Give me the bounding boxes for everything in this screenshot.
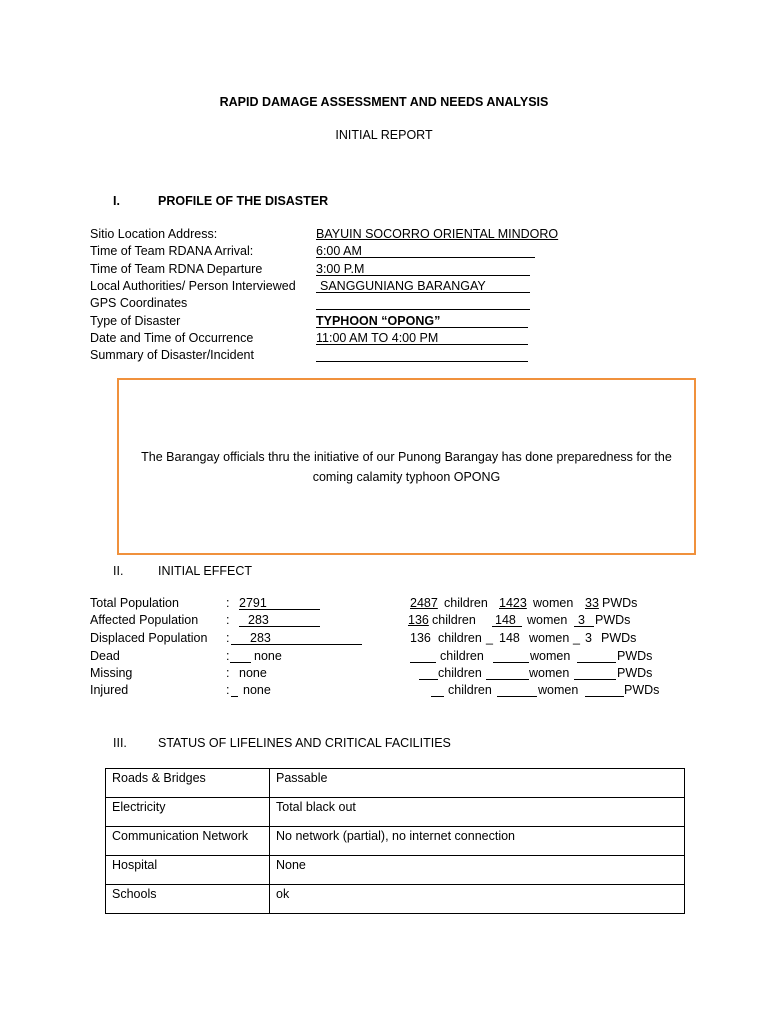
lifelines-table [105,768,685,914]
section1-number: I. [113,194,120,208]
effect-children-word: children [444,596,488,610]
effect-colon: : [226,613,230,627]
facility-cell: Schools [106,885,270,914]
summary-box [117,378,696,555]
effect-women-blank [497,682,537,697]
field-label-gps: GPS Coordinates [90,296,188,310]
field-label-occurrence: Date and Time of Occurrence [90,331,254,345]
field-value-arrival: 6:00 AM [316,244,362,258]
table-row [106,798,685,827]
field-value-authorities: SANGGUNIANG BARANGAY [320,279,486,293]
effect-pwds-count: 3 [578,613,585,627]
effect-children-word: children [448,683,492,697]
effect-women-word: women [530,649,571,663]
effect-gap: _ [573,631,580,645]
section3-number: III. [113,736,127,750]
effect-women-blank [486,665,529,680]
field-value-disaster-type: TYPHOON “OPONG” [316,314,441,328]
effect-women-word: women [529,631,570,645]
effect-value-underline [231,682,238,697]
effect-children-word: children [438,631,482,645]
status-cell: Total black out [270,798,685,827]
effect-pwds-count: 33 [585,596,599,610]
effect-pwds-word: PWDs [602,596,638,610]
section1-heading: PROFILE OF THE DISASTER [158,194,329,208]
effect-gap: _ [486,631,493,645]
effect-value-underline [230,648,251,663]
field-label-summary: Summary of Disaster/Incident [90,348,254,362]
effect-children-blank [431,682,444,697]
effect-label: Affected Population [90,613,199,627]
effect-value: 2791 [239,596,267,610]
field-underline-gps [316,295,530,310]
effect-value: 283 [250,631,271,645]
status-cell: Passable [270,769,685,798]
effect-pwds-count: 3 [585,631,592,645]
effect-colon: : [226,683,230,697]
effect-children-blank [410,648,436,663]
effect-women-count: 148 [499,631,520,645]
effect-label: Injured [90,683,129,697]
field-label-authorities: Local Authorities/ Person Interviewed [90,279,296,293]
facility-cell: Communication Network [106,827,270,856]
effect-women-word: women [529,666,570,680]
effect-colon: : [226,666,230,680]
field-label-disaster-type: Type of Disaster [90,314,181,328]
field-label-departure: Time of Team RDNA Departure [90,262,263,276]
status-cell: None [270,856,685,885]
effect-colon: : [226,631,230,645]
effect-women-count: 148 [495,613,516,627]
section3-heading: STATUS OF LIFELINES AND CRITICAL FACILITIES [158,736,451,750]
effect-pwds-word: PWDs [617,666,653,680]
effect-children-count: 2487 [410,596,438,610]
facility-cell: Hospital [106,856,270,885]
effect-pwds-word: PWDs [595,613,631,627]
field-underline-summary [316,347,528,362]
effect-value: none [239,666,267,680]
effect-children-word: children [432,613,476,627]
effect-label: Missing [90,666,133,680]
status-cell: ok [270,885,685,914]
field-label-arrival: Time of Team RDANA Arrival: [90,244,254,258]
effect-women-word: women [538,683,579,697]
status-cell: No network (partial), no internet connection [270,827,685,856]
effect-children-blank [419,665,438,680]
document-subtitle: INITIAL REPORT [335,128,433,142]
effect-pwds-word: PWDs [617,649,653,663]
summary-text: The Barangay officials thru the initiative of our Punong Barangay has done preparedness for the coming calamity typhoon OPONG [141,449,672,484]
effect-women-word: women [527,613,568,627]
effect-value: none [254,649,282,663]
field-label-location: Sitio Location Address: [90,227,218,241]
effect-children-word: children [440,649,484,663]
effect-women-word: women [533,596,574,610]
field-value-departure: 3:00 P.M [316,262,365,276]
table-row [106,885,685,914]
effect-pwds-word: PWDs [624,683,660,697]
field-value-occurrence: 11:00 AM TO 4:00 PM [316,331,439,345]
effect-children-count: 136 [408,613,429,627]
facility-cell: Roads & Bridges [106,769,270,798]
facility-cell: Electricity [106,798,270,827]
effect-colon: : [226,596,230,610]
table-row [106,769,685,798]
effect-children-count: 136 [410,631,431,645]
effect-label: Displaced Population [90,631,208,645]
effect-women-blank [493,648,529,663]
effect-pwds-word: PWDs [601,631,637,645]
effect-women-count: 1423 [499,596,527,610]
effect-pwds-blank [585,682,624,697]
effect-value: 283 [248,613,269,627]
field-value-location: BAYUIN SOCORRO ORIENTAL MINDORO [316,227,559,241]
section2-heading: INITIAL EFFECT [158,564,252,578]
effect-value: none [243,683,271,697]
document-title: RAPID DAMAGE ASSESSMENT AND NEEDS ANALYSIS [219,95,549,109]
effect-label: Total Population [90,596,179,610]
effect-colon: : [226,649,230,663]
table-row [106,856,685,885]
effect-pwds-blank [577,648,616,663]
effect-children-word: children [438,666,482,680]
effect-label: Dead [90,649,120,663]
section2-number: II. [113,564,124,578]
effect-pwds-blank [574,665,616,680]
table-row [106,827,685,856]
